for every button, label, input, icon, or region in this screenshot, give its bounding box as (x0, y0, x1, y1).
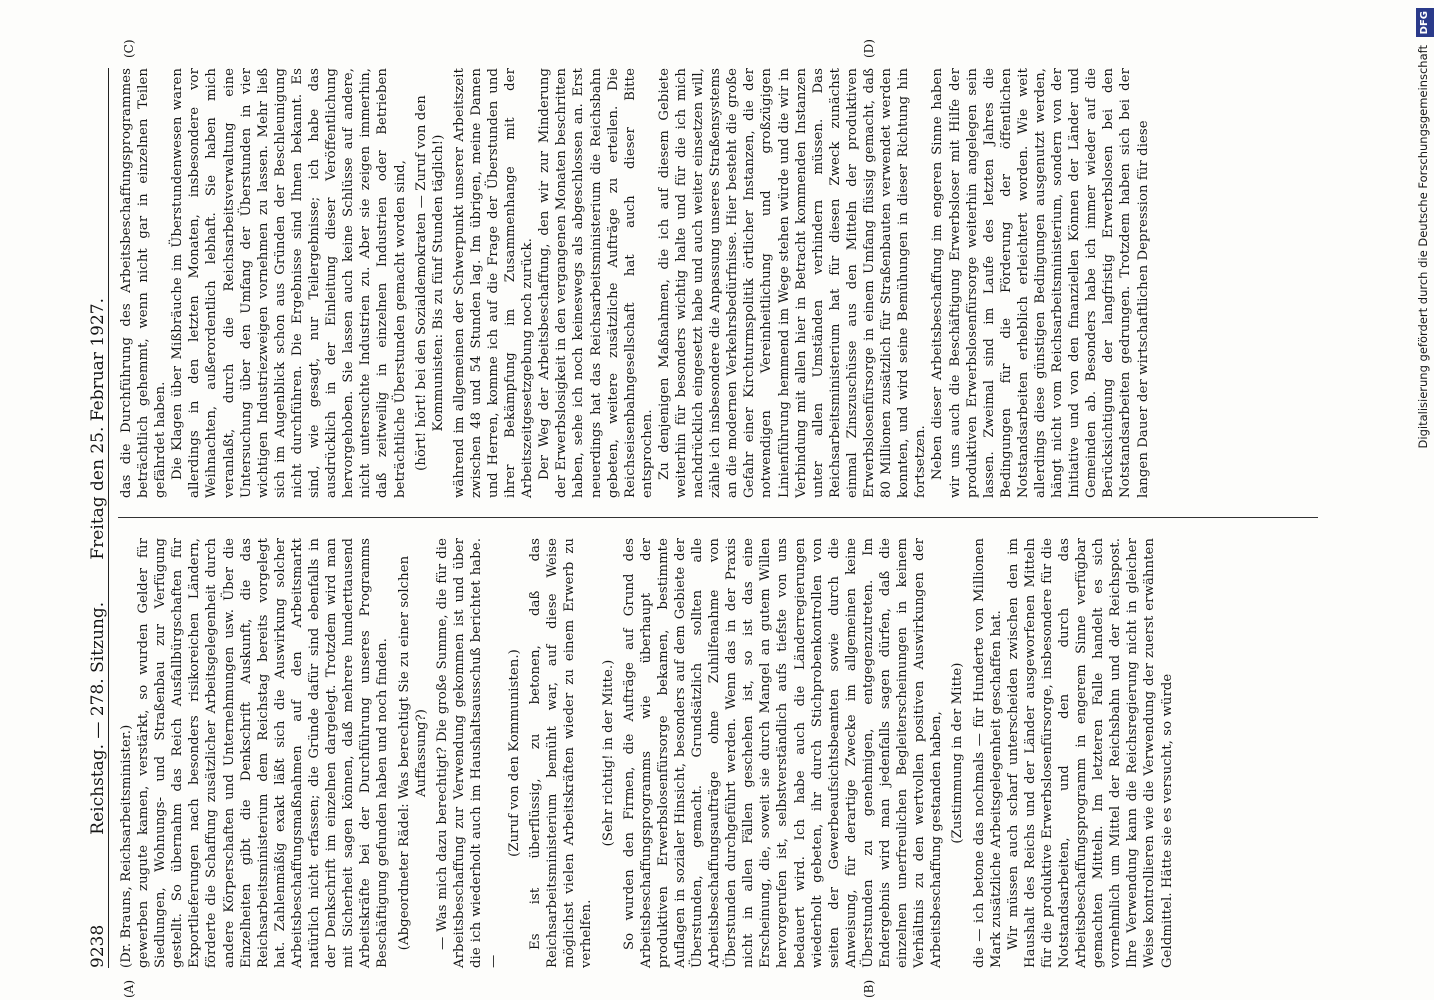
rotated-page-content (82, 39, 1322, 998)
interjection: (Sehr richtig! in der Mitte.) (600, 659, 616, 847)
paragraph: Es ist überflüssig, zu betonen, daß das Reichsarbeitsministerium bemüht war, auf diese Weise möglichst vielen Arbeitskräften wieder zu einem Erwerb zu verhelfen. (528, 538, 595, 968)
paragraph: das die Durchführung des Arbeitsbeschaffungsprogrammes beträchtlich gehemmt, wenn nicht gar in einzelnen Teilen gefährdet haben. (119, 68, 169, 498)
interjection: (Zustimmung in der Mitte) (950, 662, 966, 844)
paragraph: Zu denjenigen Maßnahmen, die ich auf diesem Gebiete weiterhin für besonders wichtig halte und für die ich mich nachdrücklich eingesetzt habe und auch weiter einsetzen will, zähle ich insbesondere die Anpassung unseres Straßensystems an die modernen Verkehrsbedürfnisse. Hier besteht die große Gefahr einer Kirchturmspolitik örtlicher Instanzen, die der notwendigen Vereinheitlichung und großzügigen Linienführung hemmend im Wege stehen würde und die wir in Verbindung mit allen hier in Betracht kommenden Instanzen unter allen Umständen verhindern müssen. Das Reichsarbeitsministerium hat für diesen Zweck zunächst einmal Zinszuschüsse aus den Mitteln der produktiven Erwerbslosenfürsorge in einem Umfang flüssig gemacht, daß 80 Millionen zusätzlich für Straßenbauten verwendet werden konnten, und wird seine Bemühungen in dieser Richtung hin fortsetzen. (656, 68, 929, 498)
interjection: (hört! hört! bei den Sozialdemokraten — Zuruf von den Kommunisten: Bis zu fünf Stunden täglich!) (413, 95, 446, 471)
paragraph: So wurden den Firmen, die Aufträge auf Grund des Arbeitsbeschaffungsprogramms wie überhaupt der produktiven Erwerbslosenfürsorge bekamen, bestimmte Auflagen in sozialer Hinsicht, besonders auf dem Gebiete der Überstunden, gemacht. Grundsätzlich sollten alle Arbeitsbeschaffungsaufträge ohne Zuhilfenahme von Überstunden durchgeführt werden. Wenn das in der Praxis nicht in allen Fällen geschehen ist, so ist das eine Erscheinung, die, soweit sie durch Mangel an gutem Willen hervorgerufen ist, selbstverständlich aufs tiefste von uns bedauert wird. Ich habe auch die Länderregierungen wiederholt gebeten, ihr durch Stichprobenkontrollen von seiten der Gewerbeaufsichtsbeamten sowie durch die Anweisung, für derartige Zwecke im allgemeinen keine Überstunden zu genehmigen, entgegenzutreten. Im Endergebnis wird man jedenfalls sagen dürfen, daß die einzelnen unerfreulichen Begleiterscheinungen in keinem Verhältnis zu den wertvollen positiven Auswirkungen der Arbeitsbeschaffung gestanden haben, (621, 538, 945, 968)
header-right-title: Freitag den 25. Februar 1927. (88, 298, 108, 560)
left-column (118, 538, 1176, 968)
dfg-logo: DFG (1416, 8, 1434, 37)
side-credit (1414, 8, 1432, 728)
margin-mark-d: (D) (862, 39, 876, 58)
page-header (82, 68, 109, 968)
speaker-line: (Dr. Brauns, Reichsarbeitsminister.) (119, 724, 134, 968)
paragraph: während im allgemeinen der Schwerpunkt unserer Arbeitszeit zwischen 48 und 54 Stunden lag. Im übrigen, meine Damen und Herren, komme ich auf die Frage der Überstunden und ihrer Bekämpfung im Zusammenhange mit der Arbeitszeitgesetzgebung noch zurück. (451, 68, 536, 498)
margin-mark-c: (C) (122, 39, 136, 58)
interjection: (Zuruf von den Kommunisten.) (507, 649, 523, 857)
page-number: 9238 (88, 924, 108, 968)
paragraph: Die Klagen über Mißbräuche im Überstundenwesen waren allerdings in den letzten Monaten, insbesondere vor Weihnachten, außerordentlich lebhaft. Sie haben mich veranlaßt, durch die Reichsarbeitsverwaltung eine Untersuchung über den Umfang der Überstunden in vier wichtigen Industriezweigen vornehmen zu lassen. Mehr ließ sich im Augenblick schon aus Gründen der Beschleunigung nicht durchführen. Die Ergebnisse sind Ihnen bekannt. Es sind, wie gesagt, nur Teilergebnisse; ich habe das ausdrücklich in der Einleitung dieser Veröffentlichung hervorgehoben. Sie lassen auch keine Schlüsse auf andere, nicht untersuchte Industrien zu. Aber sie zeigen immerhin, daß zeitweilig in einzelnen Industrien oder Betrieben beträchtliche Überstunden gemacht worden sind, (170, 68, 408, 498)
paragraph: Wir müssen auch scharf unterscheiden zwischen den im Haushalt des Reichs und der Länder ausgeworfenen Mitteln für die produktive Erwerbslosenfürsorge, insbesondere für die Notstandsarbeiten, und den durch das Arbeitsbeschaffungsprogramm in engerem Sinne verfügbar gemachten Mitteln. Im letzteren Falle handelt es sich vornehmlich um Mittel der Reichsbahn und der Reichspost. Ihre Verwendung kann die Reichsregierung nicht in gleicher Weise kontrollieren wie die Verwendung der zuerst erwähnten Geldmittel. Hätte sie es versucht, so würde (1005, 538, 1175, 968)
header-left-title: Reichstag. — 278. Sitzung. (88, 601, 108, 835)
right-column (118, 68, 1152, 498)
side-credit-text: Digitalisierung gefördert durch die Deutsche Forschungsgemeinschaft (1416, 45, 1430, 449)
column-divider (118, 517, 1318, 518)
margin-mark-b: (B) (862, 979, 876, 998)
margin-mark-a: (A) (122, 979, 136, 998)
paragraph: Der Weg der Arbeitsbeschaffung, den wir zur Minderung der Erwerbslosigkeit in den vergangenen Monaten beschritten haben, sehe ich noch keineswegs als abgeschlossen an. Erst neuerdings hat das Reichsarbeitsministerium die Reichsbahn gebeten, weitere zusätzliche Aufträge zu erteilen. Die Reichseisenbahngesellschaft hat auch dieser Bitte entsprochen. (537, 68, 655, 498)
paragraph: gewerben zugute kamen, verstärkt, so wurden Gelder für Siedlungen, Wohnungs- und Straßenbau zur Verfügung gestellt. So übernahm das Reich Ausfallbürgschaften für Exportlieferungen nach besonders risikoreichen Ländern, förderte die Schaffung zusätzlicher Arbeitsgelegenheit durch andere Körperschaften und Unternehmungen usw. Über die Einzelheiten gibt die Denkschrift Auskunft, die das Reichsarbeitsministerium dem Reichstag bereits vorgelegt hat. Zahlenmäßig exakt läßt sich die Auswirkung solcher Arbeitsbeschaffungsmaßnahmen auf den Arbeitsmarkt natürlich nicht erfassen; die Gründe dafür sind ebenfalls in der Denkschrift im einzelnen dargelegt. Trotzdem wird man mit Sicherheit sagen können, daß mehrere hunderttausend Arbeitskräfte bei der Durchführung unseres Programms Beschäftigung gefunden haben und noch finden. (136, 538, 391, 968)
paragraph: die — ich betone das nochmals — für Hunderte von Millionen Mark zusätzliche Arbeitsgelegenheit geschaffen hat. (971, 538, 1004, 968)
paragraph: Neben dieser Arbeitsbeschaffung im engeren Sinne haben wir uns auch die Beschäftigung Erwerbsloser mit Hilfe der produktiven Erwerbslosenfürsorge weiterhin angelegen sein lassen. Zweimal sind im Laufe des letzten Jahres die Bedingungen für die Förderung der öffentlichen Notstandsarbeiten erheblich erleichtert worden. Wie weit allerdings diese günstigen Bedingungen ausgenutzt werden, hängt nicht vom Reichsarbeitsministerium, sondern von der Initiative und von den finanziellen Können der Länder und Gemeinden ab. Besonders habe ich immer wieder auf die Berücksichtigung der langfristig Erwerbslosen bei den Notstandsarbeiten gedrungen. Trotzdem haben sich bei der langen Dauer der wirtschaftlichen Depression für diese (930, 68, 1151, 498)
interjection: (Abgeordneter Rädel: Was berechtigt Sie zu einer solchen Auffassung?) (396, 555, 429, 951)
paragraph: — Was mich dazu berechtigt? Die große Summe, die für die Arbeitsbeschaffung zur Verwendung gekommen ist und über die ich wiederholt auch im Haushaltsausschuß berichtet habe. — (434, 538, 501, 968)
